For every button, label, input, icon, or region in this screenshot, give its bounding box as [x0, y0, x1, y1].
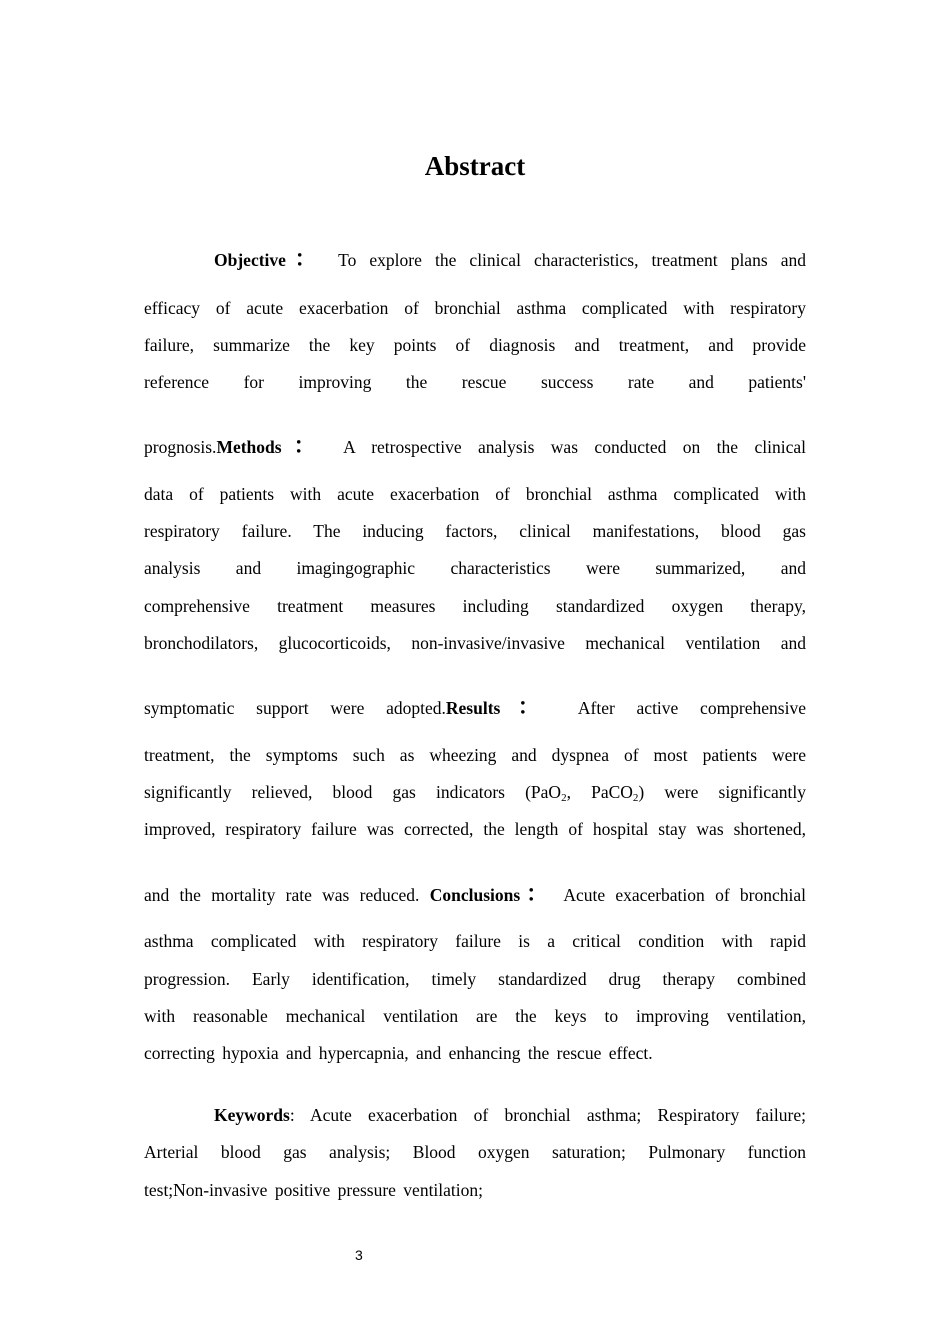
conclusions-line-5: correcting hypoxia and hypercapnia, and enhancing the rescue effect. — [144, 1043, 653, 1063]
keywords-line-1 — [144, 1101, 806, 1129]
methods-colon: ： — [281, 433, 328, 458]
objective-label: Objective — [214, 250, 286, 270]
objective-line-3: failure, summarize the key points of diagnosis and treatment, and provide — [144, 335, 806, 355]
results-line-3-b: , PaCO — [566, 782, 633, 802]
results-line-2: treatment, the symptoms such as wheezing and dyspnea of most patients were — [144, 745, 806, 765]
methods-lead: prognosis. — [144, 437, 217, 457]
keywords-separator: : — [289, 1105, 295, 1125]
conclusions-lead: and the mortality rate was reduced. — [144, 885, 420, 905]
methods-text: A retrospective analysis was conducted on the clinical — [343, 437, 806, 457]
conclusions-line-1 — [144, 881, 806, 909]
conclusions-label: Conclusions — [429, 885, 521, 905]
conclusions-line-3: progression. Early identification, timely standardized drug therapy combined — [144, 969, 806, 989]
conclusions-colon: ： — [520, 881, 554, 906]
methods-line-3: respiratory failure. The inducing factors, clinical manifestations, blood gas — [144, 521, 806, 541]
objective-line-1 — [144, 246, 806, 274]
results-line-3 — [144, 778, 806, 806]
conclusions-line-4: with reasonable mechanical ventilation are the keys to improving ventilation, — [144, 1006, 806, 1026]
paco2-subscript: 2 — [632, 792, 639, 804]
keywords-text: Acute exacerbation of bronchial asthma; Respiratory failure; — [310, 1105, 806, 1125]
methods-line-6: bronchodilators, glucocorticoids, non-invasive/invasive mechanical ventilation and — [144, 633, 806, 653]
abstract-title: Abstract — [424, 151, 526, 181]
results-line-3-a: significantly relieved, blood gas indicators (PaO — [144, 782, 562, 802]
methods-line-5: comprehensive treatment measures including standardized oxygen therapy, — [144, 596, 806, 616]
results-line-4: improved, respiratory failure was corrected, the length of hospital stay was shortened, — [144, 819, 806, 839]
pao2-subscript: 2 — [561, 792, 567, 804]
objective-line-4: reference for improving the rescue success rate and patients' — [144, 372, 806, 392]
objective-colon: ： — [285, 246, 326, 271]
objective-line-2: efficacy of acute exacerbation of bronchial asthma complicated with respiratory — [144, 298, 806, 318]
objective-text: To explore the clinical characteristics, treatment plans and — [338, 250, 806, 270]
results-line-3-c: ) were significantly — [638, 782, 806, 802]
methods-label: Methods — [216, 437, 282, 457]
results-text: After active comprehensive — [577, 698, 806, 718]
page-number: 3 — [355, 1247, 363, 1263]
results-label: Results — [445, 698, 501, 718]
methods-line-2: data of patients with acute exacerbation of bronchial asthma complicated with — [144, 484, 806, 504]
conclusions-line-2: asthma complicated with respiratory failure is a critical condition with rapid — [144, 931, 806, 951]
conclusions-text: Acute exacerbation of bronchial — [563, 885, 807, 905]
methods-line-4: analysis and imagingographic characteristics were summarized, and — [144, 558, 806, 578]
methods-line-1 — [144, 433, 806, 461]
keywords-line-2: Arterial blood gas analysis; Blood oxygen saturation; Pulmonary function — [144, 1142, 806, 1162]
results-line-1 — [144, 694, 806, 722]
keywords-line-3: test;Non-invasive positive pressure ventilation; — [144, 1180, 484, 1200]
results-lead: symptomatic support were adopted. — [144, 698, 446, 718]
keywords-label: Keywords — [214, 1105, 290, 1125]
results-colon: ： — [500, 694, 558, 719]
